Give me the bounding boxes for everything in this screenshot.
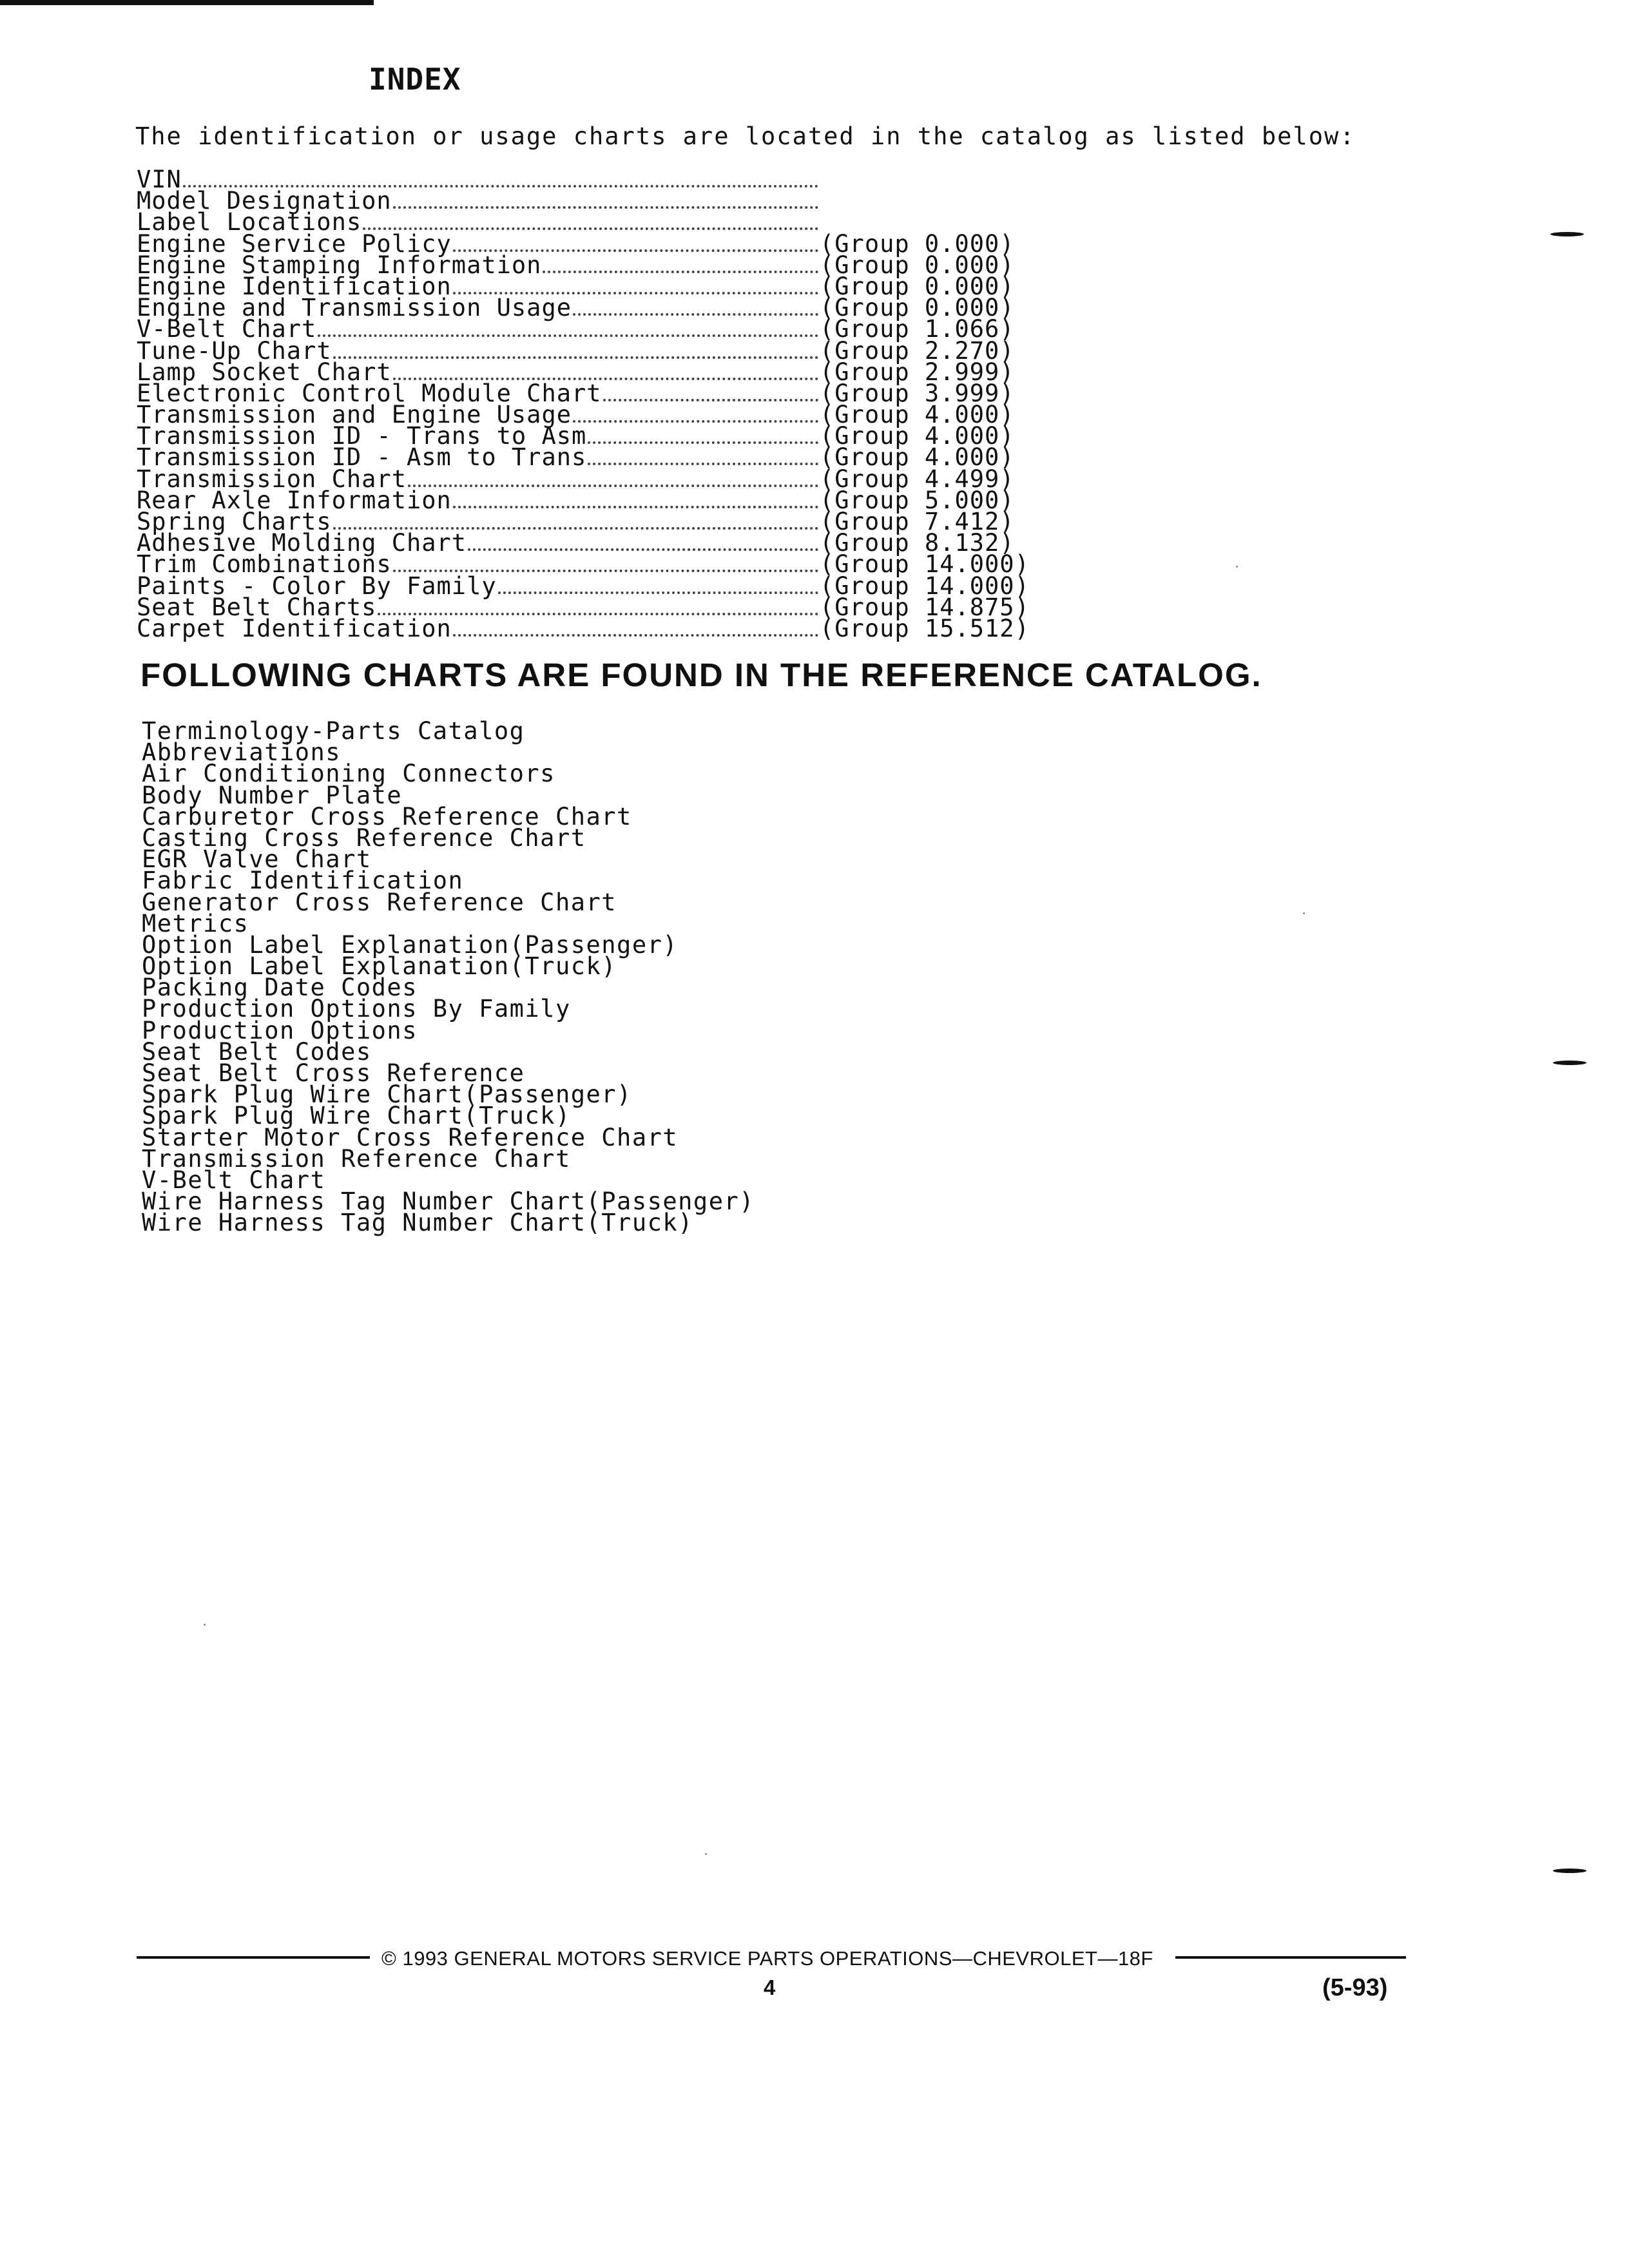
index-entry-group: (Group 5.000) xyxy=(820,486,1015,514)
index-entry-label: Electronic Control Module Chart xyxy=(137,379,602,407)
reference-chart-item: Terminology-Parts Catalog xyxy=(142,717,525,745)
reference-chart-item: Seat Belt Cross Reference xyxy=(142,1059,525,1087)
index-entry-label: Model Designation xyxy=(137,187,392,215)
index-list xyxy=(137,166,1039,642)
reference-chart-item: Seat Belt Codes xyxy=(142,1037,372,1066)
dot-leader xyxy=(318,334,818,337)
page-number: 4 xyxy=(764,1975,776,1999)
reference-chart-item: Generator Cross Reference Chart xyxy=(142,888,617,916)
dot-leader xyxy=(588,441,818,444)
margin-mark xyxy=(1553,1061,1586,1065)
margin-mark xyxy=(1553,1869,1586,1873)
index-entry xyxy=(137,614,1039,642)
index-entry-group: (Group 4.000) xyxy=(820,401,1015,429)
index-entry-group: (Group 4.000) xyxy=(820,422,1015,450)
date-code: (5-93) xyxy=(1322,1974,1388,2001)
index-entry-label: Engine Identification xyxy=(137,272,452,300)
reference-chart-item: Wire Harness Tag Number Chart(Truck) xyxy=(142,1209,693,1237)
reference-chart-item: Fabric Identification xyxy=(142,867,464,895)
reference-chart-item: Metrics xyxy=(142,909,249,937)
intro-text: The identification or usage charts are located in the catalog as listed below: xyxy=(135,122,1356,150)
reference-chart-item: Spark Plug Wire Chart(Truck) xyxy=(142,1102,571,1130)
reference-chart-item: Abbreviations xyxy=(142,738,342,767)
reference-chart-item: Body Number Plate xyxy=(142,781,403,809)
dot-leader xyxy=(498,591,818,594)
reference-chart-item: Option Label Explanation(Passenger) xyxy=(142,930,679,959)
index-entry-label: Transmission ID - Trans to Asm xyxy=(137,422,587,450)
footer-copyright: © 1993 GENERAL MOTORS SERVICE PARTS OPERATIONS—CHEVROLET—18F xyxy=(381,1947,1153,1970)
index-entry-label: Transmission ID - Asm to Trans xyxy=(137,443,587,472)
index-entry-label: Tune-Up Chart xyxy=(137,336,332,365)
index-entry-label: Carpet Identification xyxy=(137,614,452,642)
index-entry-label: Engine Stamping Information xyxy=(137,251,542,279)
index-entry-label: Paints - Color By Family xyxy=(137,572,497,600)
index-entry-label: Seat Belt Charts xyxy=(137,593,377,621)
reference-chart-list xyxy=(142,717,755,1237)
index-entry-group: (Group 1.066) xyxy=(820,315,1015,343)
reference-chart-item: Air Conditioning Connectors xyxy=(142,760,555,788)
index-entry-group: (Group 4.499) xyxy=(820,465,1015,493)
scan-speck xyxy=(705,1853,707,1855)
index-entry-label: Trim Combinations xyxy=(137,550,392,579)
reference-chart-item: Casting Cross Reference Chart xyxy=(142,823,586,852)
index-entry-label: Label Locations xyxy=(137,208,362,236)
footer-rule-left xyxy=(137,1956,370,1959)
reference-catalog-heading: FOLLOWING CHARTS ARE FOUND IN THE REFERENCE CATALOG. xyxy=(140,657,1262,693)
index-entry-label: Transmission Chart xyxy=(137,465,407,493)
index-entry-label: V-Belt Chart xyxy=(137,315,317,343)
scan-speck xyxy=(1236,566,1238,568)
index-entry-group: (Group 3.999) xyxy=(820,379,1015,407)
scan-speck xyxy=(1303,912,1305,914)
dot-leader xyxy=(573,312,818,316)
index-entry-label: Engine and Transmission Usage xyxy=(137,294,572,322)
reference-chart-item: Production Options xyxy=(142,1016,418,1044)
top-rule xyxy=(0,0,374,5)
reference-chart-item: Production Options By Family xyxy=(142,995,571,1023)
reference-chart-item: Starter Motor Cross Reference Chart xyxy=(142,1123,679,1151)
index-entry-label: Lamp Socket Chart xyxy=(137,358,392,386)
dot-leader xyxy=(453,505,818,508)
index-entry-label: Rear Axle Information xyxy=(137,486,452,514)
scan-speck xyxy=(204,1624,206,1626)
index-entry-group: (Group 0.000) xyxy=(820,294,1015,322)
reference-chart-item: Transmission Reference Chart xyxy=(142,1144,571,1173)
index-entry-label: Transmission and Engine Usage xyxy=(137,401,572,429)
index-entry-group: (Group 8.132) xyxy=(820,529,1015,557)
index-entry-group: (Group 14.000) xyxy=(820,572,1030,600)
index-entry-group: (Group 4.000) xyxy=(820,443,1015,472)
reference-chart-item: Carburetor Cross Reference Chart xyxy=(142,802,632,831)
dot-leader xyxy=(588,462,818,465)
reference-chart-item: Option Label Explanation(Truck) xyxy=(142,952,617,981)
index-entry-group: (Group 0.000) xyxy=(820,229,1015,258)
index-entry-group: (Group 14.875) xyxy=(820,593,1030,621)
index-entry-group: (Group 0.000) xyxy=(820,251,1015,279)
dot-leader xyxy=(543,270,818,273)
margin-mark xyxy=(1550,232,1584,236)
dot-leader xyxy=(453,633,818,637)
dot-leader xyxy=(408,484,818,487)
index-entry-group: (Group 2.999) xyxy=(820,358,1015,386)
dot-leader xyxy=(573,419,818,423)
index-entry-group: (Group 14.000) xyxy=(820,550,1030,579)
reference-chart-item: Wire Harness Tag Number Chart(Passenger) xyxy=(142,1187,755,1216)
index-entry-group: (Group 2.270) xyxy=(820,336,1015,365)
index-entry-group: (Group 7.412) xyxy=(820,508,1015,535)
reference-chart-item: V-Belt Chart xyxy=(142,1166,326,1194)
dot-leader xyxy=(333,356,818,359)
index-entry-label: Engine Service Policy xyxy=(137,229,452,258)
index-entry-group: (Group 0.000) xyxy=(820,272,1015,300)
reference-chart-item: Spark Plug Wire Chart(Passenger) xyxy=(142,1081,632,1109)
dot-leader xyxy=(603,398,818,401)
footer-rule-right xyxy=(1175,1956,1406,1959)
index-entry-group: (Group 15.512) xyxy=(820,614,1030,642)
index-entry-label: Spring Charts xyxy=(137,508,332,535)
index-entry-label: VIN xyxy=(137,166,182,193)
index-entry-label: Adhesive Molding Chart xyxy=(137,529,467,557)
dot-leader xyxy=(393,206,818,209)
dot-leader xyxy=(468,548,818,551)
reference-chart-item: EGR Valve Chart xyxy=(142,845,372,874)
reference-chart-item: Packing Date Codes xyxy=(142,974,418,1002)
page-title: INDEX xyxy=(369,62,461,97)
